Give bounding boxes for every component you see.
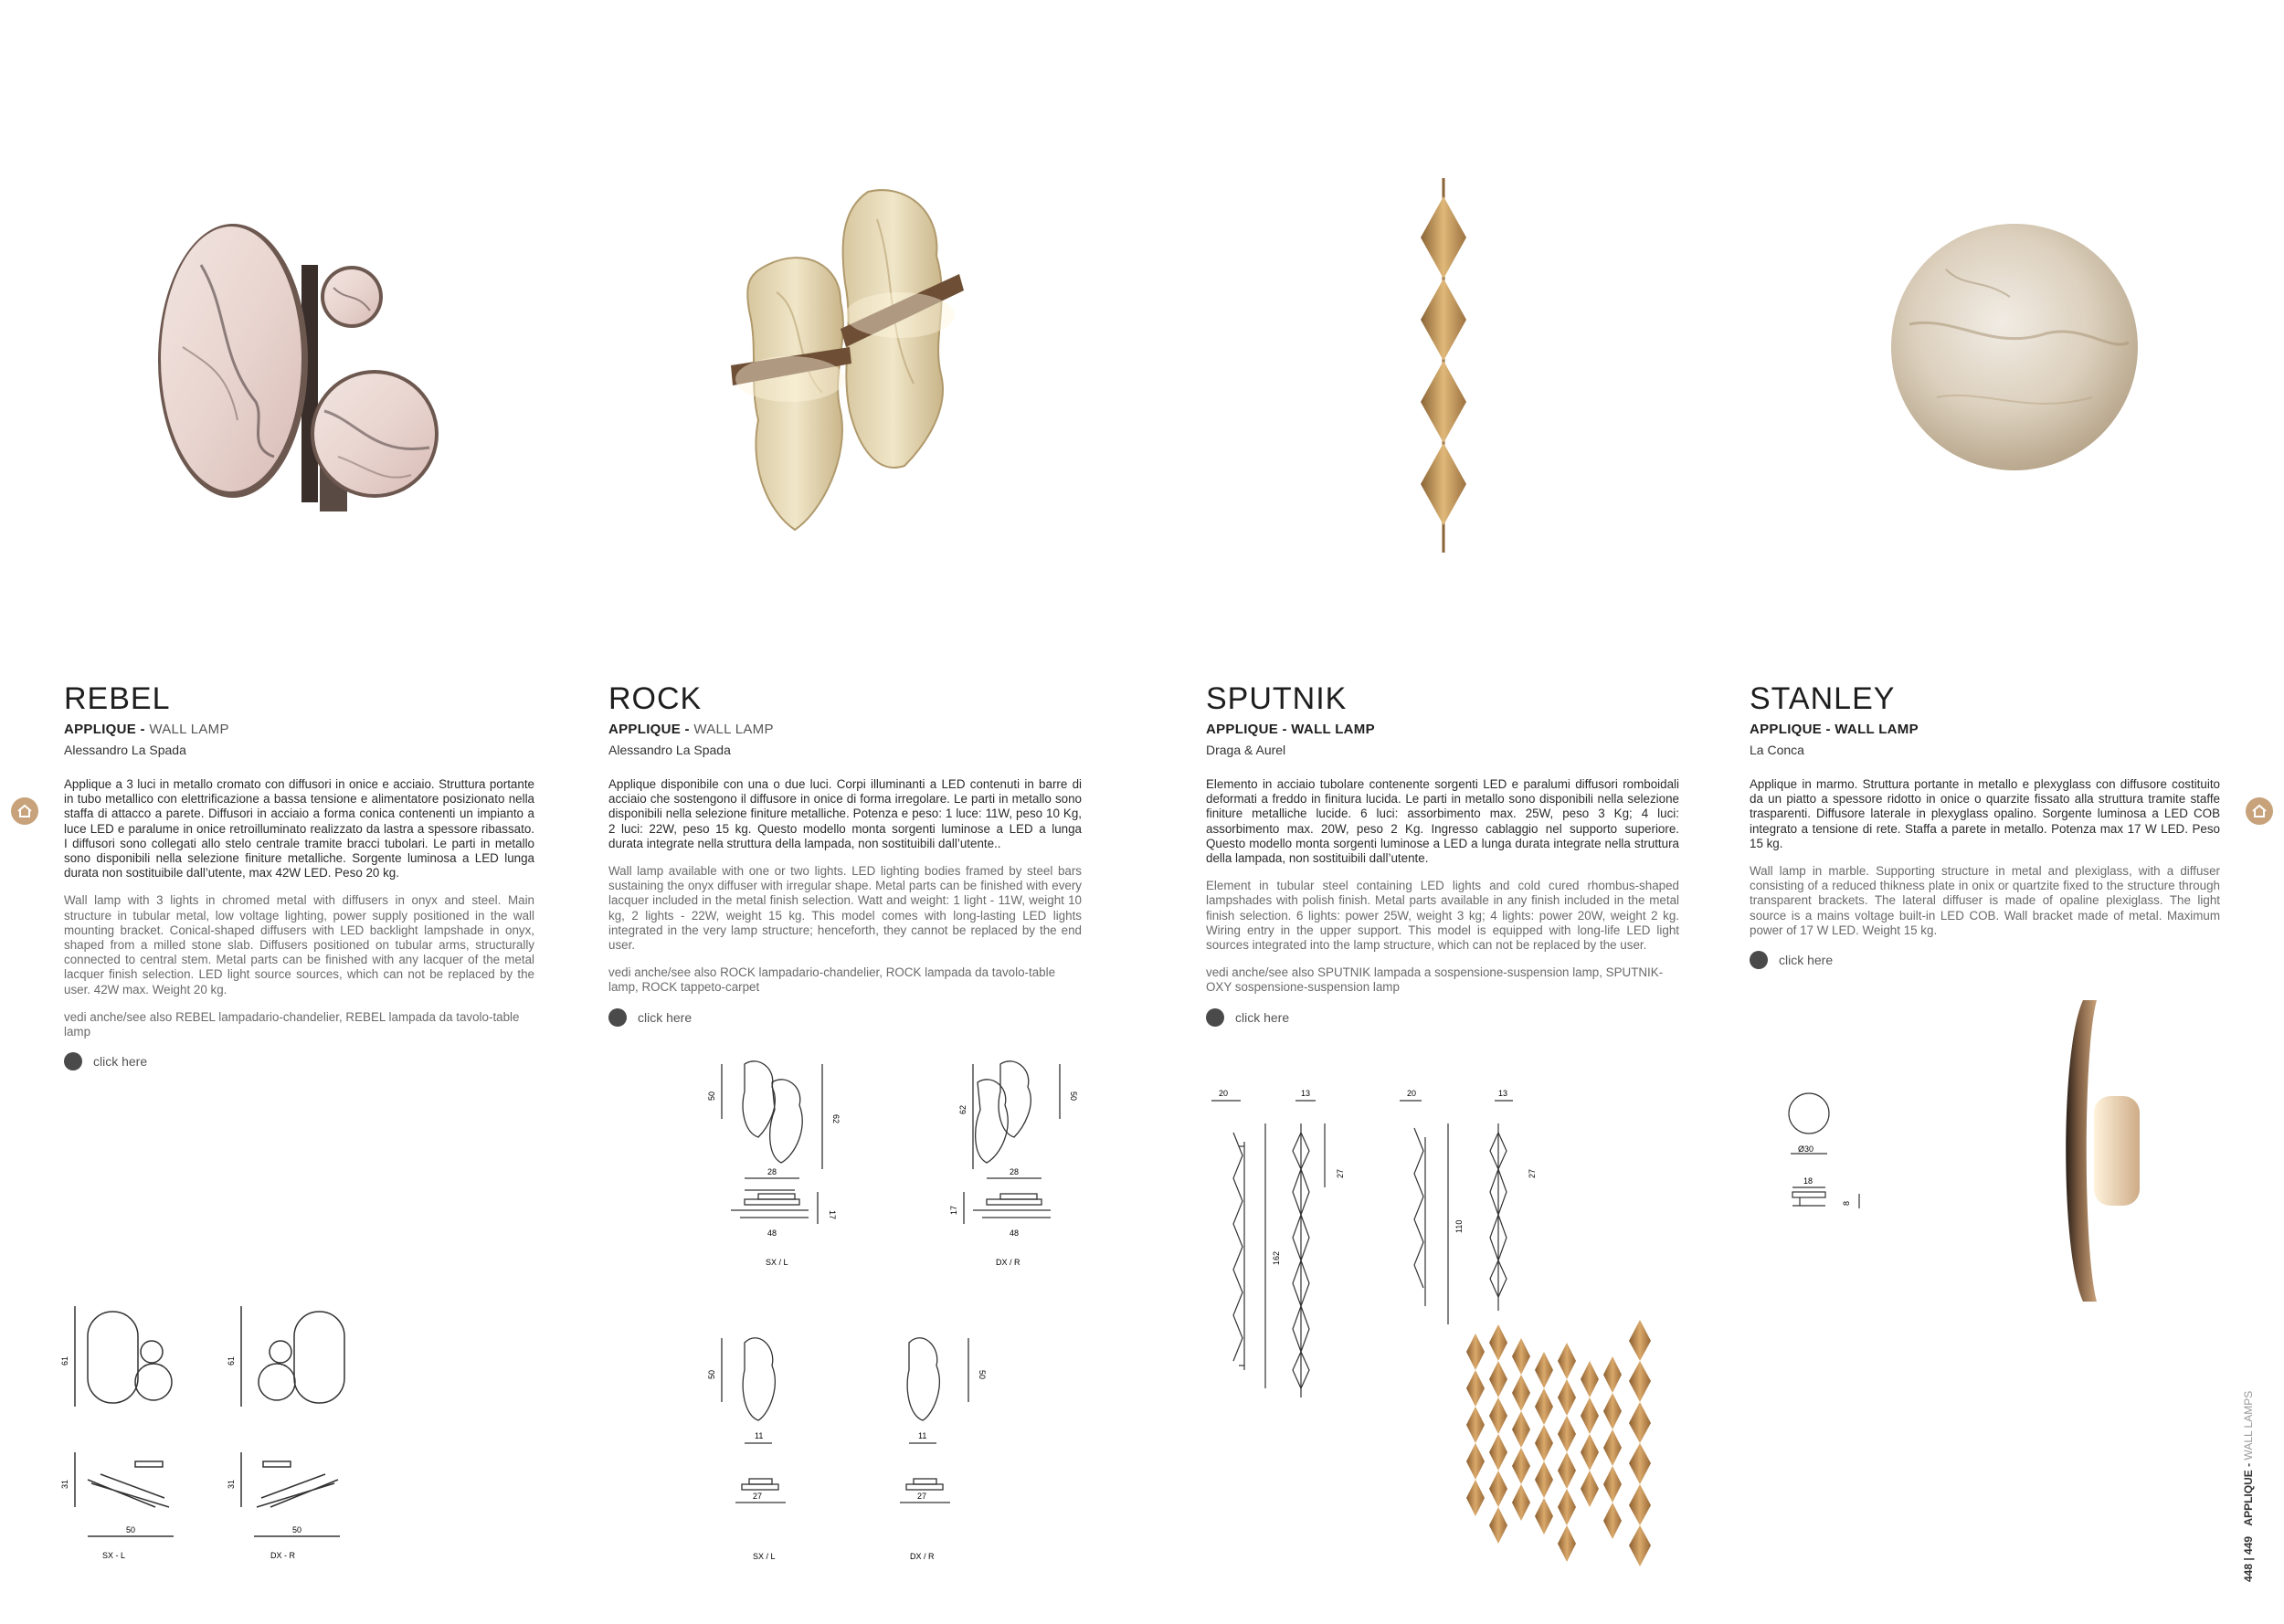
sputnik-dim-d1: 20 [1219,1089,1229,1098]
rebel-photo [146,183,448,539]
product-type [1206,722,1679,737]
rock-photo [713,183,987,539]
rebel-variant-right: DX - R [270,1551,295,1560]
rock-dim-h2-right: 62 [958,1104,968,1114]
house-glyph [2251,803,2268,819]
click-here-link[interactable] [608,1008,1082,1027]
rebel-dim-w-right: 50 [292,1525,302,1534]
stanley-dim-diameter: Ø30 [1798,1144,1814,1154]
see-also: vedi anche/see also ROCK lampadario-chandelier, ROCK lampada da tavolo-table lamp, ROCK tappeto-carpet [608,965,1056,995]
see-also: vedi anche/see also SPUTNIK lampada a sospensione-suspension lamp, SPUTNIK-OXY sospensione-suspension lamp [1206,965,1664,995]
home-icon[interactable] [11,797,38,825]
dot-icon [1750,951,1768,969]
rock-dim-w-right: 28 [1010,1167,1020,1176]
description-italian: Applique in marmo. Struttura portante in metallo e plexyglass con diffusore costituito da un piatto a spessore ridotto in onice o quarzite fissato alla struttura tramite staffe trasparenti. Diffusore laterale in plexyglass opalino. Sorgente luminosa a LED COB integrato a tensione di rete. Staffa a parete in metallo. Potenza max 17 W LED. Peso 15 kg. [1750,777,2220,850]
stanley-photo [1882,215,2147,480]
sputnik-dim-h1: 162 [1272,1250,1281,1265]
product-title: STANLEY [1750,681,1896,716]
product-stanley [1750,683,2220,969]
rebel-dim-w-left: 50 [126,1525,136,1534]
product-title: SPUTNIK [1206,681,1348,716]
stanley-side-photo [2056,996,2156,1306]
click-here-link[interactable] [1206,1008,1679,1027]
page-numbers: 448 | 449 [2242,1535,2255,1582]
sputnik-photo [1407,178,1480,562]
product-type [608,722,1082,737]
product-rock [608,683,1082,1027]
type-light: WALL LAMP [693,722,774,737]
product-type [1750,722,2220,737]
rebel-dim-d-left: 31 [60,1479,69,1489]
description-english: Wall lamp with 3 lights in chromed metal with diffusers in onyx and steel. Main structure in tubular metal, low voltage lighting, power supply positioned in the wall mounting bracket. Conical-shaped diffusers with LED backlight lampshade in onyx, shaped from a milled stone slab. Diffusers positioned on tubular arms, structurally connected to central stem. Metal parts can be finished with any lacquer of the metal lacquer finish selection. LED light source sources, which can not be replaced by the user. 42W max. Weight 20 kg. [64,893,534,997]
description-italian: Elemento in acciaio tubolare contenente sorgenti LED e paralumi diffusori romboidali deformati a freddo in finitura lucida. Le parti in metallo sono disponibili nella selezione finiture metalliche lucide. 6 luci: assorbimento max. 25W, peso 3 Kg; 4 luci: assorbimento max. 20W, peso 2 Kg. Ingresso cablaggio nel supporto superiore. Questo modello monta sorgenti luminose a LED a lunga durata integrate nella struttura della lampada, non sostituibili dall’utente. [1206,777,1679,866]
dot-icon [1206,1008,1224,1027]
rock-variant-left-2: SX / L [753,1552,776,1561]
rock-variant-right: DX / R [996,1258,1020,1267]
product-sputnik [1206,683,1679,1027]
click-here-label: click here [1235,1009,1290,1025]
home-icon-right[interactable] [2246,797,2273,825]
description-italian: Applique disponibile con una o due luci. Corpi illuminanti a LED contenuti in barre di acciaio che sostengono il diffusore in onice di forma irregolare. Le parti in metallo sono disponibili nella selezione finiture metalliche. Potenza e peso: 1 luce: 11W, peso 10 Kg, 2 luci: 22W, peso 15 kg. Questo modello monta sorgenti luminose a LED a lunga durata integrate nella struttura della lampada, non sostituibili dall’utente.. [608,777,1082,850]
dot-icon [64,1052,82,1070]
rock-dim-len3: 27 [753,1492,763,1501]
rock-dim-h3: 50 [707,1369,716,1379]
sputnik-dim-h3: 110 [1454,1219,1464,1233]
rock-dim-len: 48 [767,1229,777,1238]
click-here-label: click here [93,1054,148,1070]
product-title: REBEL [64,681,171,716]
rock-dim-d-right: 17 [949,1205,958,1215]
rock-dim-h1-right: 50 [1069,1091,1078,1102]
dot-icon [608,1008,627,1027]
product-designer: Alessandro La Spada [608,743,731,757]
house-glyph [16,803,33,819]
description-italian: Applique a 3 luci in metallo cromato con diffusori in onice e acciaio. Struttura portante in tubo metallico con elettrificazione a bassa tensione e alimentatore posizionato nella staffa di attacco a parete. Diffusori in acciaio a forma conica contenenti un impianto a luce LED e paralume in onice retroilluminato realizzato da lastra a spessore ribassato. I diffusori sono collegati allo stelo centrale tramite bracci tubolari. Le parti in metallo sono disponibili nella selezione finiture metalliche. Sorgente luminosa a LED lunga durata non sostituibile dall’utente, max 42W LED. Peso 20 kg. [64,777,534,881]
click-here-link[interactable] [1750,951,2220,969]
type-light: WALL LAMP [149,722,229,737]
sputnik-dim-h4: 27 [1528,1168,1537,1178]
category-sub: WALL LAMPS [2242,1390,2255,1461]
type-bold: APPLIQUE - WALL LAMP [1206,722,1375,737]
rebel-dim-h-left: 61 [60,1355,69,1366]
click-here-link[interactable] [64,1052,534,1070]
see-also: vedi anche/see also REBEL lampadario-chandelier, REBEL lampada da tavolo-table lamp [64,1009,520,1039]
type-bold: APPLIQUE - [608,722,690,737]
sputnik-dim-d3: 20 [1407,1089,1417,1098]
rock-dim-h1: 50 [707,1091,716,1101]
rock-dim-w3: 11 [755,1431,764,1440]
rock-variant-right-2: DX / R [910,1552,935,1561]
rock-dim-d: 17 [828,1210,837,1220]
rock-dim-len3-right: 27 [917,1492,927,1501]
sputnik-dim-d4: 13 [1498,1089,1508,1098]
click-here-label: click here [638,1009,693,1025]
click-here-label: click here [1779,953,1834,968]
side-tab [2242,1391,2255,1582]
product-title: ROCK [608,681,703,716]
rebel-dimension-drawing [55,1297,365,1562]
product-rebel [64,683,534,1070]
rock-dim-h3-right: 50 [978,1370,987,1380]
description-english: Wall lamp available with one or two lights. LED lighting bodies framed by steel bars sustaining the onyx diffuser with irregular shape. Metal parts can be finished with every lacquer included in the metal finish selection. Watt and weight: 1 light - 11W, weight 10 kg, 2 lights - 22W, weight 15 kg. This model comes with long-lasting LED lights integrated in the very lamp structure; henceforth, they cannot be replaced by the end user. [608,864,1082,953]
rebel-dim-d-right: 31 [227,1479,236,1489]
product-designer: Draga & Aurel [1206,743,1286,757]
product-designer: La Conca [1750,743,1804,757]
description-english: Wall lamp in marble. Supporting structure in metal and plexiglass, with a diffuser consisting of a reduced thikness plate in onix or quartzite fixed to the structure through transparent brackets. The lateral diffuser is made of opaline plexiglass. The light source is a mains voltage built-in LED COB. Wall bracket made of metal. Maximum power of 17 W LED. Weight 15 kg. [1750,864,2220,937]
rock-dimension-drawing [694,1055,1096,1566]
type-bold: APPLIQUE - WALL LAMP [1750,722,1919,737]
product-designer: Alessandro La Spada [64,743,186,757]
type-bold: APPLIQUE - [64,722,145,737]
stanley-dimension-drawing [1772,1082,1891,1219]
rock-dim-w: 28 [767,1167,777,1176]
rock-dim-w3-right: 11 [918,1431,927,1440]
product-type [64,722,534,737]
stanley-dim-w: 18 [1803,1176,1813,1186]
rock-dim-h2: 62 [831,1114,841,1124]
sputnik-dim-d2: 13 [1301,1089,1311,1098]
sputnik-dim-h2: 27 [1336,1168,1345,1178]
rebel-dim-h-right: 61 [227,1355,236,1366]
stanley-dim-d: 8 [1842,1200,1851,1206]
sputnik-cluster-photo [1457,1315,1676,1571]
rebel-variant-left: SX - L [102,1551,126,1560]
rock-dim-len-right: 48 [1010,1229,1020,1238]
category-label: APPLIQUE - [2242,1462,2255,1526]
description-english: Element in tubular steel containing LED lights and cold cured rhombus-shaped lampshades with polish finish. Metal parts available in any finish included in the metal finish selection. 6 lights: power 25W, weight 3 kg; 4 lights: power 20W, weight 2 kg. Wiring entry in the upper support. This model is equipped with long-life LED light sources integrated into the lamp structure, which can not be replaced by the user. [1206,879,1679,953]
rock-variant-left: SX / L [766,1258,788,1267]
